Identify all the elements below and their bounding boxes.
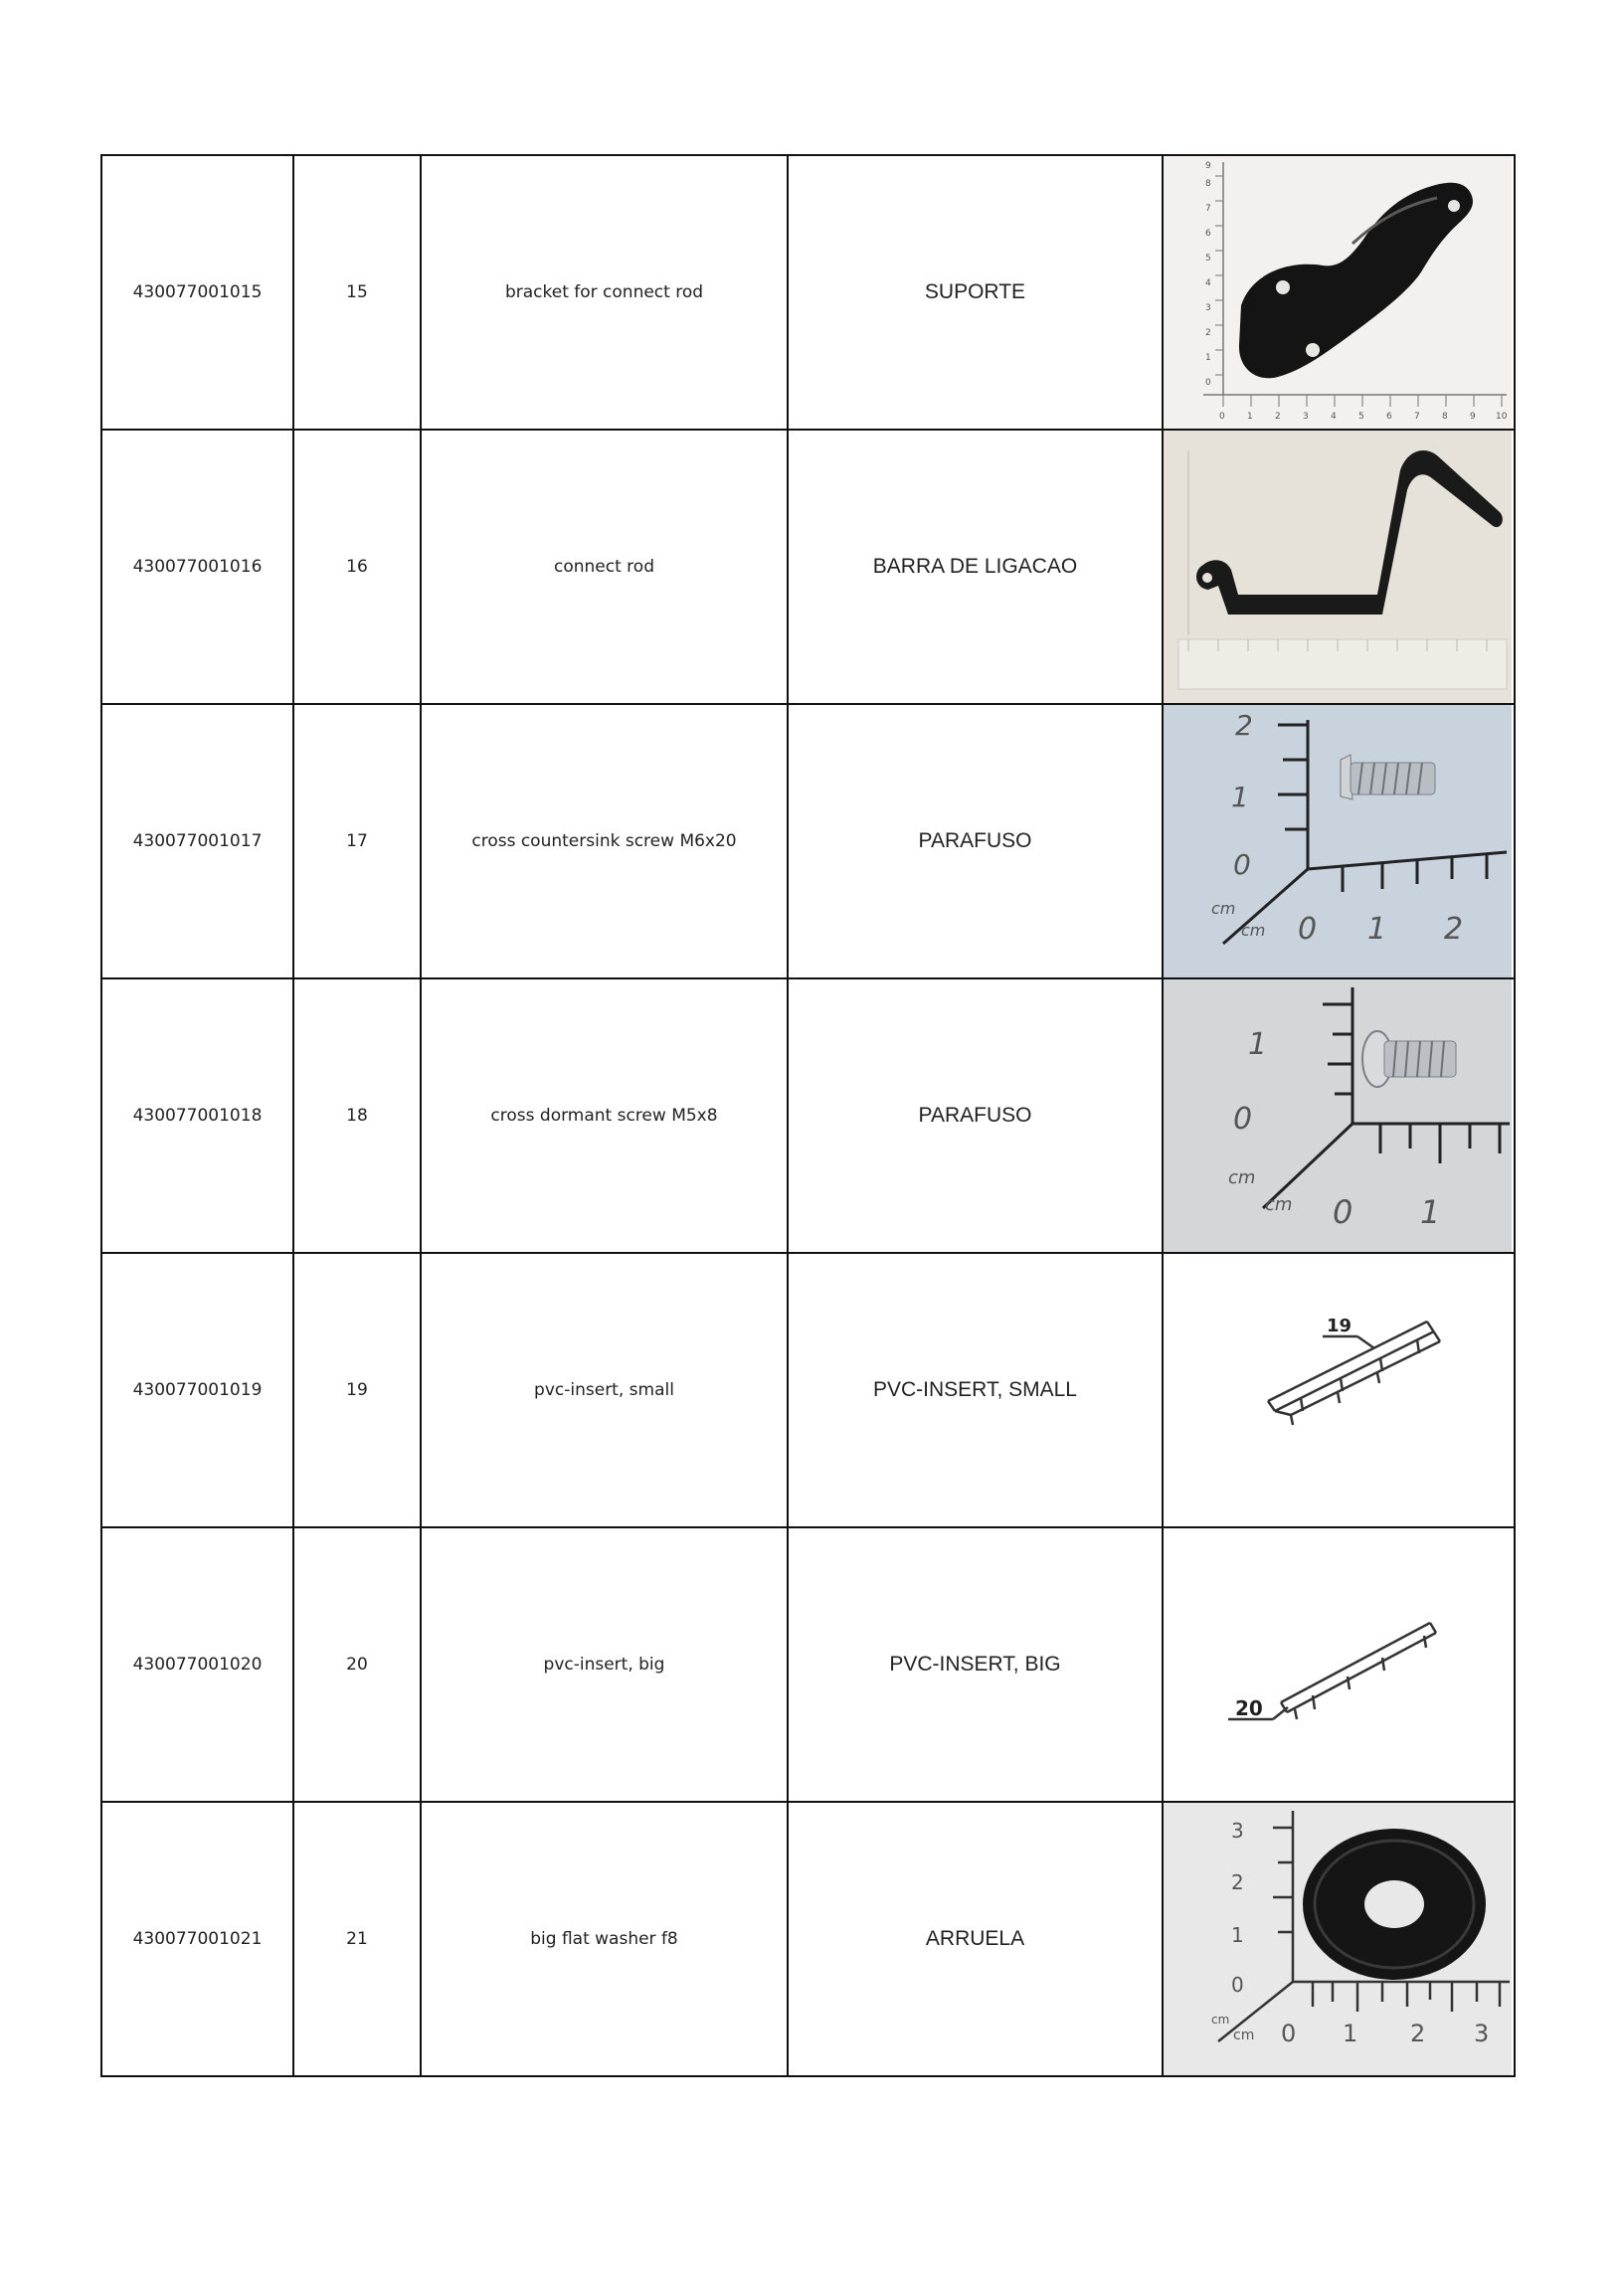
callout-label: 20 (1235, 1696, 1263, 1720)
description-en: big flat washer f8 (421, 1802, 788, 2076)
y-tick-5: 5 (1205, 254, 1211, 264)
x-tick-5: 5 (1358, 412, 1364, 422)
part-number: 430077001018 (101, 978, 293, 1253)
y-tick-1: 1 (1231, 1923, 1244, 1947)
part-number: 430077001016 (101, 430, 293, 704)
unit-label-y: cm (1228, 1167, 1256, 1188)
x-tick-0: 0 (1281, 2020, 1297, 2047)
y-tick-4: 4 (1205, 278, 1211, 288)
unit-label-y: cm (1211, 2013, 1230, 2027)
y-tick-1: 1 (1205, 353, 1211, 363)
part-number: 430077001020 (101, 1527, 293, 1802)
y-tick-2: 2 (1205, 328, 1211, 338)
position-number: 18 (293, 978, 421, 1253)
y-tick-3: 3 (1205, 303, 1211, 313)
table-row (101, 1253, 1515, 1527)
y-tick-9: 9 (1205, 161, 1211, 171)
table-row (101, 155, 1515, 430)
position-number: 17 (293, 704, 421, 978)
x-tick-8: 8 (1442, 412, 1448, 422)
position-number: 20 (293, 1527, 421, 1802)
description-pt: SUPORTE (788, 155, 1163, 430)
pan-screw-photo-svg (1164, 979, 1512, 1252)
position-number: 15 (293, 155, 421, 430)
pvc-insert-big-drawing-svg (1164, 1528, 1512, 1801)
pvc-insert-big-drawing (1163, 1527, 1515, 1802)
countersink-screw-photo-svg (1164, 705, 1512, 977)
bracket-photo (1163, 155, 1515, 430)
connect-rod-photo-svg (1164, 431, 1512, 703)
y-tick-0: 0 (1231, 1973, 1244, 1997)
x-tick-0: 0 (1298, 912, 1318, 947)
part-number: 430077001017 (101, 704, 293, 978)
x-tick-2: 2 (1275, 412, 1281, 422)
description-pt: PVC-INSERT, BIG (788, 1527, 1163, 1802)
connect-rod-photo (1163, 430, 1515, 704)
x-tick-1: 1 (1367, 912, 1387, 947)
y-tick-2: 2 (1235, 709, 1253, 742)
bracket-photo-svg (1164, 156, 1512, 429)
description-pt: ARRUELA (788, 1802, 1163, 2076)
description-pt: PVC-INSERT, SMALL (788, 1253, 1163, 1527)
y-tick-0: 0 (1233, 848, 1251, 881)
washer-photo (1163, 1802, 1515, 2076)
unit-label-x: cm (1241, 921, 1266, 940)
y-tick-1: 1 (1248, 1027, 1268, 1062)
part-number: 430077001015 (101, 155, 293, 430)
description-pt: PARAFUSO (788, 978, 1163, 1253)
x-tick-6: 6 (1386, 412, 1392, 422)
x-tick-2: 2 (1444, 912, 1464, 947)
parts-table (100, 154, 1516, 2077)
x-tick-7: 7 (1414, 412, 1420, 422)
x-tick-0: 0 (1219, 412, 1225, 422)
table-row (101, 1802, 1515, 2076)
countersink-screw-photo (1163, 704, 1515, 978)
x-tick-1: 1 (1247, 412, 1253, 422)
y-tick-8: 8 (1205, 179, 1211, 189)
description-en: cross dormant screw M5x8 (421, 978, 788, 1253)
pvc-insert-small-drawing-svg (1164, 1254, 1512, 1526)
position-number: 19 (293, 1253, 421, 1527)
x-tick-1: 1 (1343, 2020, 1358, 2047)
unit-label-y: cm (1211, 899, 1236, 918)
table-row (101, 1527, 1515, 1802)
part-number: 430077001019 (101, 1253, 293, 1527)
unit-label-x: cm (1265, 1194, 1293, 1215)
pan-screw-photo (1163, 978, 1515, 1253)
part-number: 430077001021 (101, 1802, 293, 2076)
x-tick-0: 0 (1333, 1193, 1353, 1231)
table-row (101, 704, 1515, 978)
x-tick-9: 9 (1470, 412, 1476, 422)
unit-label-x: cm (1233, 2028, 1255, 2043)
x-tick-1: 1 (1420, 1193, 1441, 1231)
description-en: bracket for connect rod (421, 155, 788, 430)
callout-label: 19 (1327, 1316, 1352, 1336)
y-tick-0: 0 (1205, 378, 1211, 388)
x-tick-3: 3 (1303, 412, 1309, 422)
x-tick-10: 10 (1496, 412, 1508, 422)
y-tick-3: 3 (1231, 1819, 1244, 1843)
y-tick-6: 6 (1205, 229, 1211, 239)
position-number: 16 (293, 430, 421, 704)
description-pt: BARRA DE LIGACAO (788, 430, 1163, 704)
x-tick-4: 4 (1331, 412, 1337, 422)
description-en: connect rod (421, 430, 788, 704)
y-tick-1: 1 (1231, 781, 1249, 813)
washer-photo-svg (1164, 1803, 1512, 2075)
y-tick-2: 2 (1231, 1870, 1244, 1894)
table-row (101, 978, 1515, 1253)
description-en: cross countersink screw M6x20 (421, 704, 788, 978)
y-tick-0: 0 (1233, 1102, 1253, 1137)
y-tick-7: 7 (1205, 204, 1211, 214)
description-pt: PARAFUSO (788, 704, 1163, 978)
x-tick-2: 2 (1410, 2020, 1426, 2047)
description-en: pvc-insert, big (421, 1527, 788, 1802)
x-tick-3: 3 (1474, 2020, 1490, 2047)
table-row (101, 430, 1515, 704)
description-en: pvc-insert, small (421, 1253, 788, 1527)
position-number: 21 (293, 1802, 421, 2076)
pvc-insert-small-drawing (1163, 1253, 1515, 1527)
